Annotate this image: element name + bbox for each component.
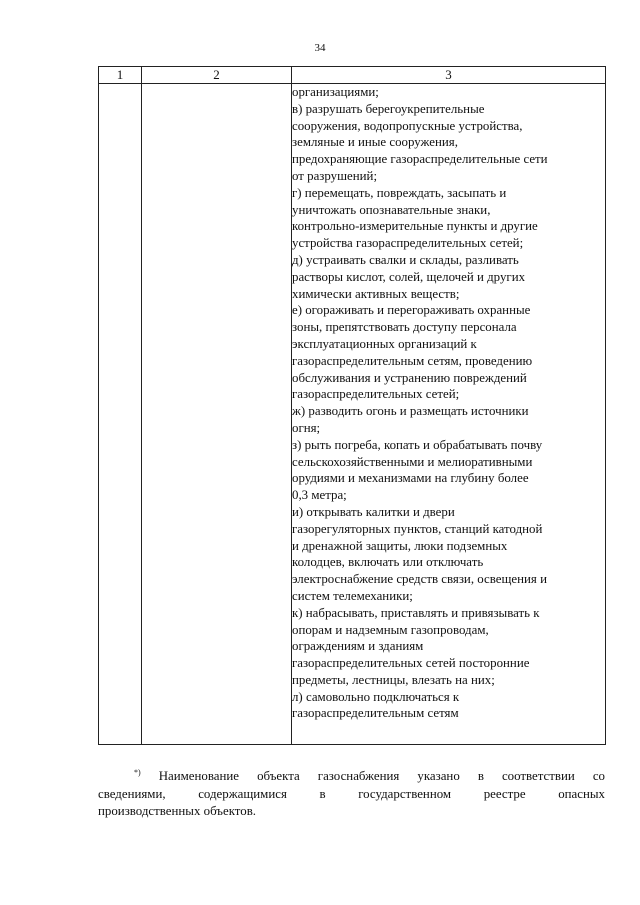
- text-line: газораспределительным сетям, проведению: [292, 353, 533, 368]
- table-header-row: [99, 67, 606, 84]
- footnote-line-2: сведениями, содержащимися в государственном реестре опасных: [98, 786, 605, 801]
- footnote-marker: *): [134, 768, 141, 777]
- text-line: 0,3 метра;: [292, 488, 347, 503]
- column-header-2: 2: [142, 67, 292, 84]
- text-line: к) набрасывать, приставлять и привязывать к: [292, 605, 540, 620]
- footnote-line-1: [98, 764, 605, 786]
- text-line: колодцев, включать или отключать: [292, 555, 484, 570]
- column-header-3: 3: [292, 67, 606, 84]
- footnote: [98, 764, 605, 821]
- text-line: и) открывать калитки и двери: [292, 504, 455, 519]
- text-line: ограждениям и зданиям: [292, 639, 424, 654]
- text-line: обслуживания и устранению повреждений: [292, 370, 527, 385]
- column-3-cell: [292, 84, 606, 745]
- footnote-line-3: производственных объектов.: [98, 804, 257, 818]
- text-line: газорегуляторных пунктов, станций катодной: [292, 521, 543, 536]
- text-line: уничтожать опознавательные знаки,: [292, 202, 491, 217]
- text-line: и дренажной защиты, люки подземных: [292, 538, 508, 553]
- text-line: от разрушений;: [292, 168, 378, 183]
- text-line: организациями;: [292, 85, 379, 99]
- text-line: зоны, препятствовать доступу персонала: [292, 320, 517, 335]
- requirements-table: [98, 66, 606, 745]
- text-line: предохраняющие газораспределительные сети: [292, 152, 548, 167]
- text-line: систем телемеханики;: [292, 588, 413, 603]
- text-line: ж) разводить огонь и размещать источники: [292, 404, 529, 419]
- text-line: з) рыть погреба, копать и обрабатывать почву: [292, 437, 543, 452]
- text-line: земляные и иные сооружения,: [292, 135, 458, 150]
- text-line: опорам и надземным газопроводам,: [292, 622, 489, 637]
- text-line: огня;: [292, 420, 321, 435]
- text-line: г) перемещать, повреждать, засыпать и: [292, 185, 507, 200]
- text-line: контрольно-измерительные пункты и другие: [292, 219, 538, 234]
- text-line: д) устраивать свалки и склады, разливать: [292, 252, 519, 267]
- column-2-cell: [142, 84, 292, 745]
- text-line: предметы, лестницы, влезать на них;: [292, 672, 495, 687]
- text-line: л) самовольно подключаться к: [292, 689, 460, 704]
- page-number: 34: [314, 42, 326, 54]
- footnote-text-1: Наименование объекта газоснабжения указано в соответствии со: [158, 769, 605, 783]
- text-line: газораспределительных сетей;: [292, 387, 460, 402]
- text-line: газораспределительным сетям: [292, 706, 459, 721]
- text-line: в) разрушать берегоукрепительные: [292, 101, 485, 116]
- text-line: сельскохозяйственными и мелиоративными: [292, 454, 533, 469]
- column-header-1: 1: [99, 67, 142, 84]
- table-row: [99, 84, 606, 745]
- column-1-cell: [99, 84, 142, 745]
- text-line: е) огораживать и перегораживать охранные: [292, 303, 531, 318]
- text-line: химически активных веществ;: [292, 286, 460, 301]
- text-line: растворы кислот, солей, щелочей и других: [292, 269, 526, 284]
- text-line: эксплуатационных организаций к: [292, 336, 477, 351]
- text-line: орудиями и механизмами на глубину более: [292, 471, 529, 486]
- text-line: устройства газораспределительных сетей;: [292, 236, 524, 251]
- text-line: газораспределительных сетей посторонние: [292, 656, 530, 671]
- text-line: электроснабжение средств связи, освещения и: [292, 572, 547, 587]
- text-line: сооружения, водопропускные устройства,: [292, 118, 523, 133]
